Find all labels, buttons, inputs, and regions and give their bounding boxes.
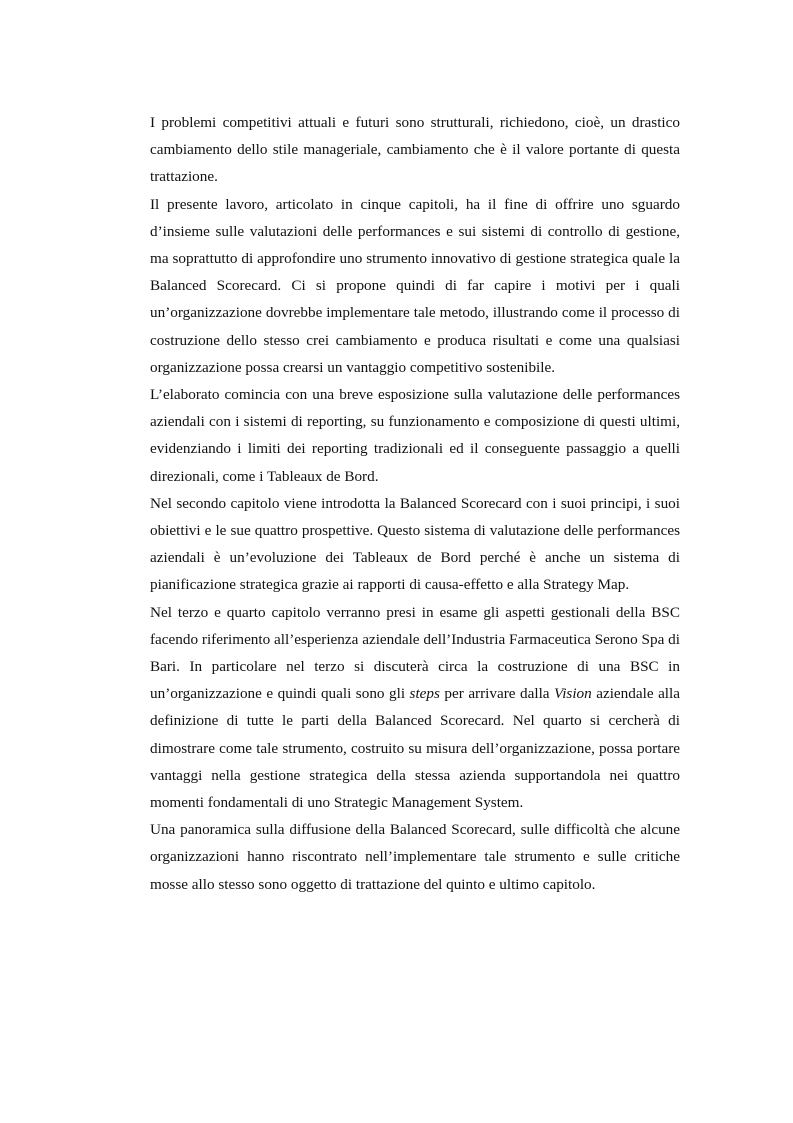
- body-text: [150, 109, 680, 898]
- paragraph-6: Una panoramica sulla diffusione della Balanced Scorecard, sulle difficoltà che alcune organizzazioni hanno riscontrato nell’implementare tale strumento e sulle critiche mosse allo stesso sono oggetto di trattazione del quinto e ultimo capitolo.: [150, 821, 680, 893]
- paragraph-4: Nel secondo capitolo viene introdotta la Balanced Scorecard con i suoi principi, i suoi obiettivi e le sue quattro prospettive. Questo sistema di valutazione delle performances aziendali è un’evoluzione dei Tableaux de Bord perché è anche un sistema di pianificazione strategica grazie ai rapporti di causa-effetto e alla Strategy Map.: [150, 494, 680, 594]
- paragraph-3: L’elaborato comincia con una breve esposizione sulla valutazione delle performances aziendali con i sistemi di reporting, su funzionamento e composizione di questi ultimi, evidenziando i limiti dei reporting tradizionali ed il conseguente passaggio a quelli direzionali, come i Tableaux de Bord.: [150, 386, 680, 485]
- paragraph-5-part-3: aziendale alla definizione di tutte le parti della Balanced Scorecard. Nel quarto si cercherà di dimostrare come tale strumento, costruito su misura dell’organizzazione, possa portare vantaggi nella gestione strategica della stessa azienda supportandola nei quattro momenti fondamentali di uno Strategic Management System.: [150, 685, 680, 812]
- paragraph-5: [150, 599, 680, 817]
- paragraph-5-italic-steps: steps: [409, 685, 440, 703]
- paragraph-5-part-2: per arrivare dalla: [439, 685, 555, 703]
- paragraph-2: Il presente lavoro, articolato in cinque capitoli, ha il fine di offrire uno sguardo d’insieme sulle valutazioni delle performances e sui sistemi di controllo di gestione, ma soprattutto di approfondire uno strumento innovativo di gestione strategica quale la Balanced Scorecard. Ci si propone quindi di far capire i motivi per i quali un’organizzazione dovrebbe implementare tale metodo, illustrando come il processo di costruzione dello stesso crei cambiamento e produca risultati e come una qualsiasi organizzazione possa crearsi un vantaggio competitivo sostenibile.: [150, 195, 680, 376]
- paragraph-5-italic-vision: Vision: [554, 685, 592, 703]
- paragraph-1: I problemi competitivi attuali e futuri sono strutturali, richiedono, cioè, un drastico cambiamento dello stile manageriale, cambiamento che è il valore portante di questa trattazione.: [150, 114, 680, 186]
- paragraph-5-part-1: Nel terzo e quarto capitolo verranno presi in esame gli aspetti gestionali della BSC facendo riferimento all’esperienza aziendale dell’Industria Farmaceutica Serono Spa di Bari. In particolare nel terzo si discuterà circa la costruzione di una BSC in un’organizzazione e quindi quali sono gli: [150, 603, 680, 703]
